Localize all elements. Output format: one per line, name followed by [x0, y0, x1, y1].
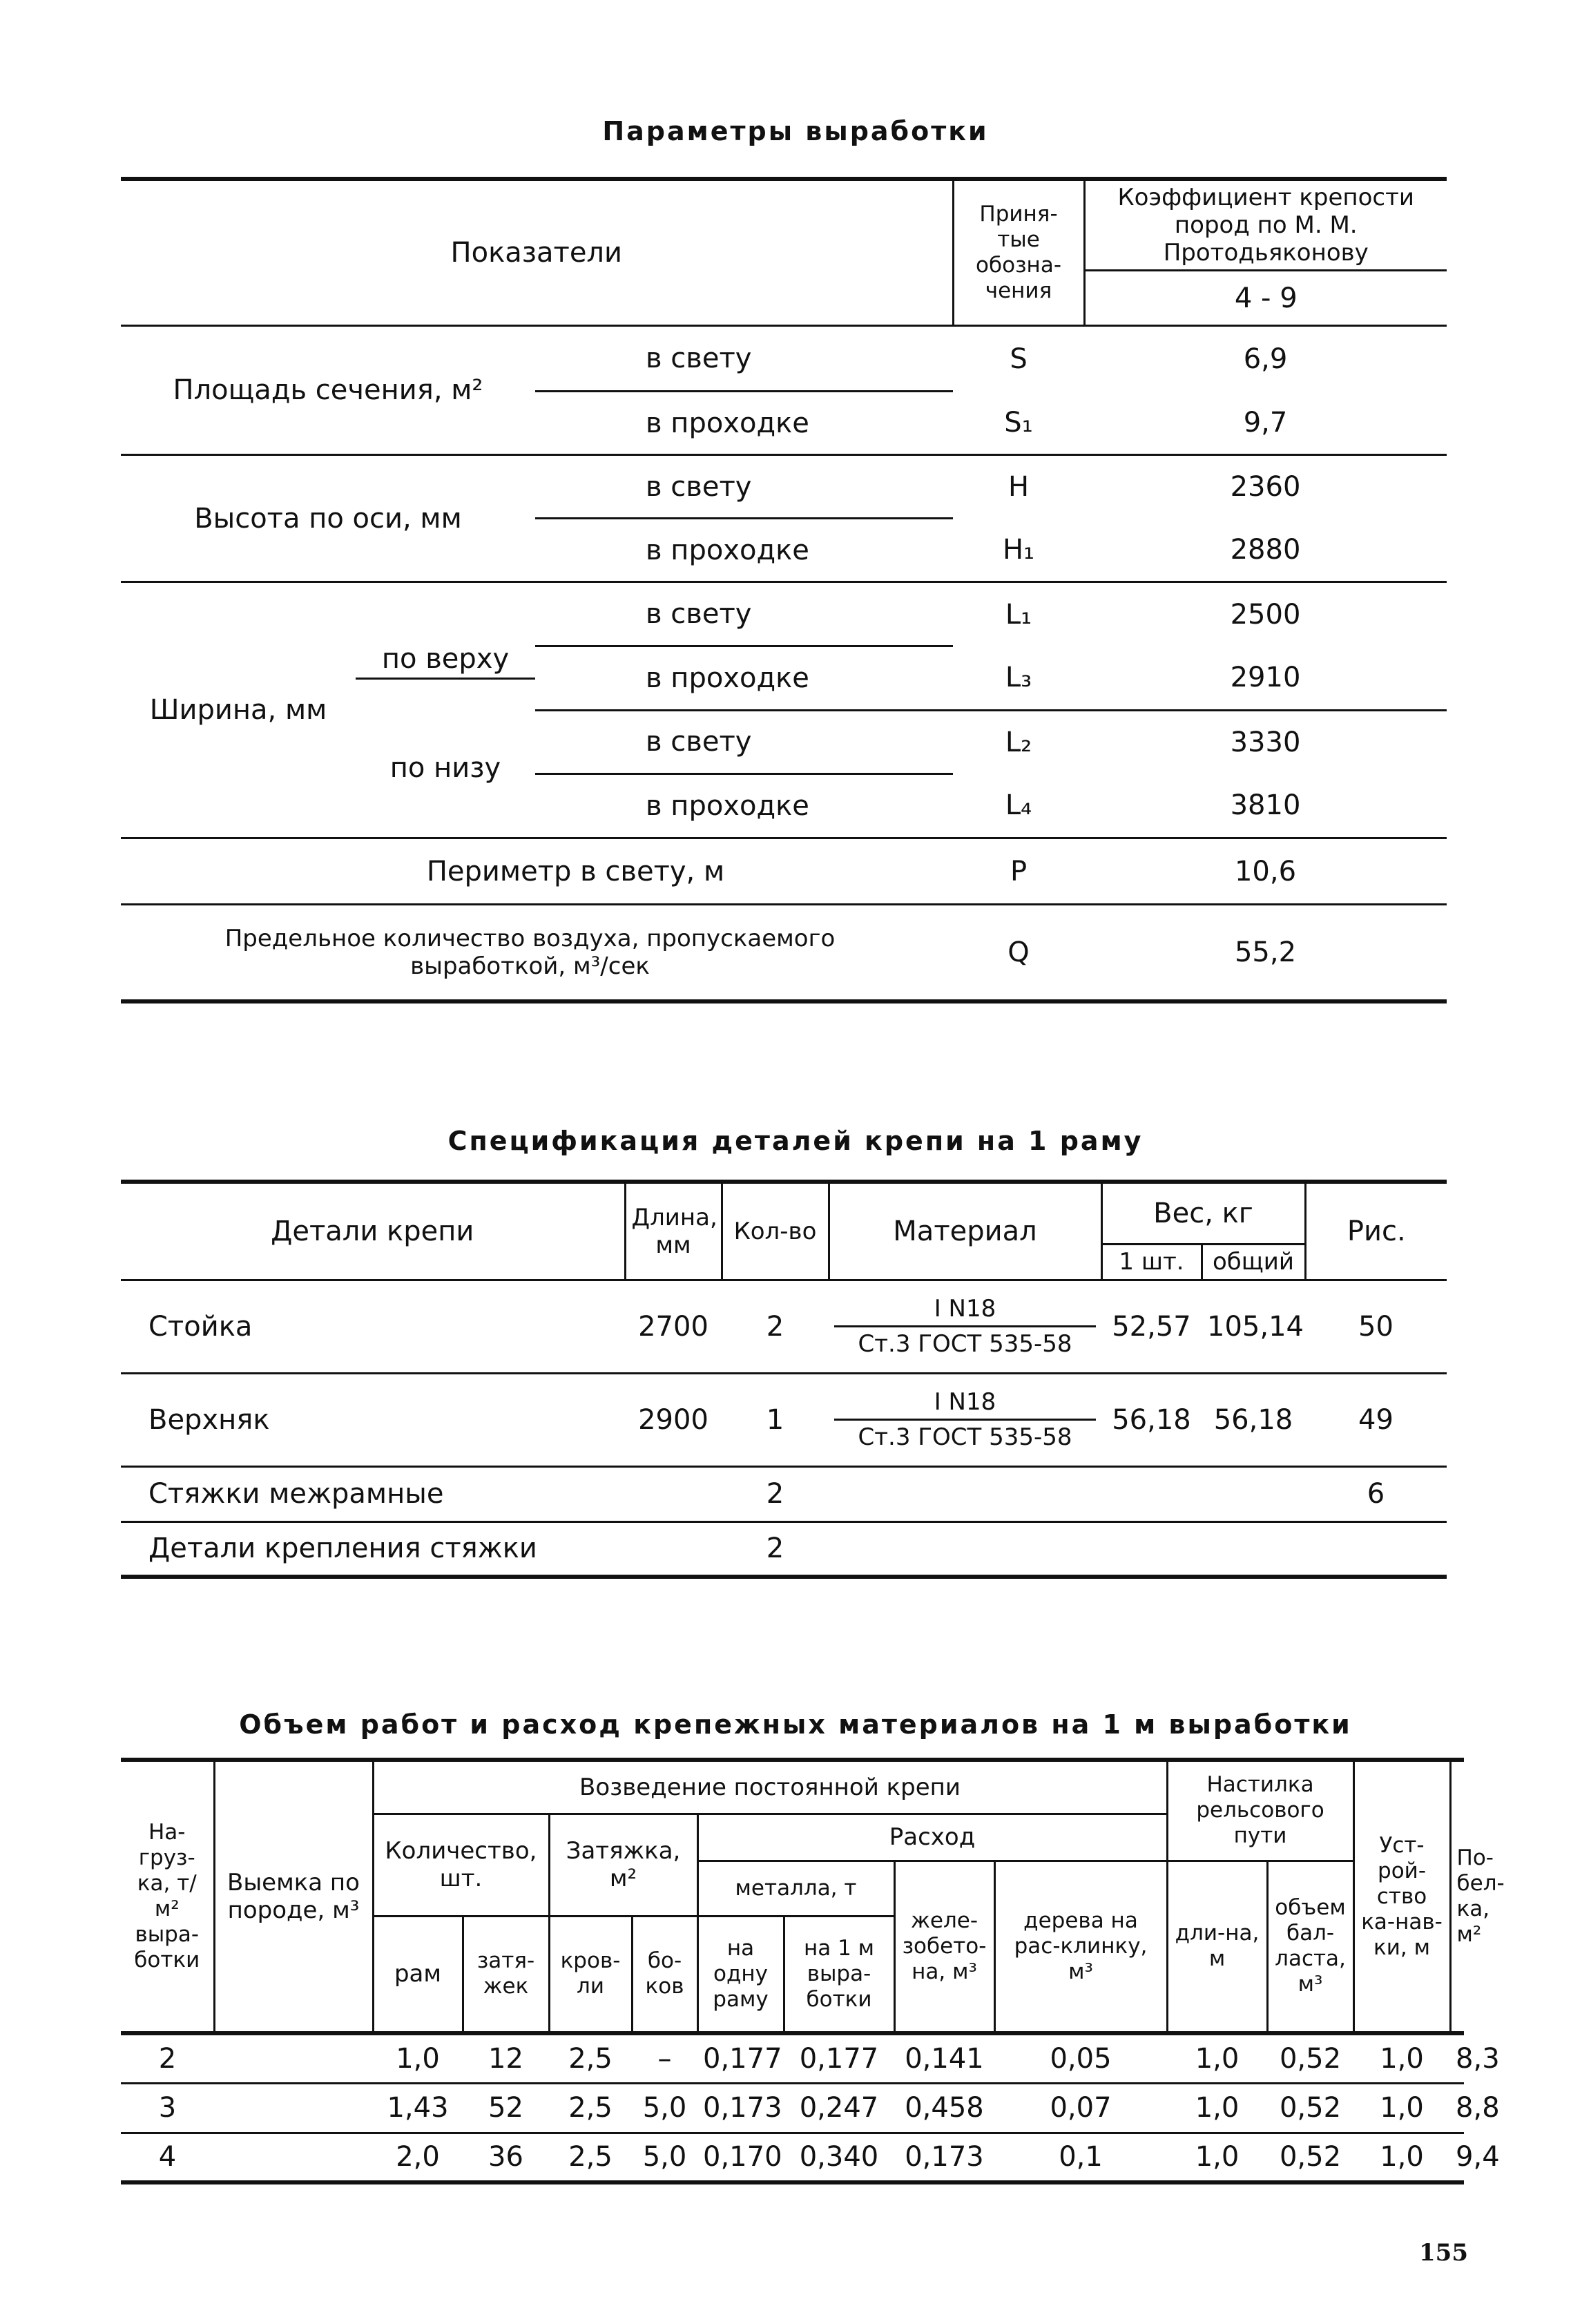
width-bottom-clear-value: 3330 — [1230, 727, 1301, 759]
part-name: Стяжки межрамные — [121, 1466, 625, 1521]
header-material: Материал — [829, 1182, 1101, 1280]
header-laggings: затя-жек — [463, 1916, 549, 2033]
row-per-frame: 0,177 — [697, 2033, 784, 2083]
row-laggings: 12 — [463, 2033, 549, 2083]
header-ballast: объем бал-ласта, м³ — [1267, 1861, 1353, 2033]
row-per-frame: 0,173 — [697, 2083, 784, 2133]
header-consumption: Расход — [697, 1814, 1167, 1861]
row-load: 2 — [121, 2033, 214, 2083]
part-fig: 49 — [1305, 1373, 1447, 1466]
width-top-label: по верху — [356, 608, 535, 680]
material-profile: I N18 — [834, 1388, 1096, 1421]
width-top-clear-label: в свету — [535, 582, 953, 646]
width-top-driving-symbol: L₃ — [953, 646, 1084, 710]
row-wood: 0,1 — [1059, 2141, 1103, 2173]
part-weight-total: 105,14 — [1202, 1280, 1305, 1373]
area-driving-value: 9,7 — [1084, 392, 1447, 455]
perimeter-label: Периметр в свету, м — [121, 838, 953, 905]
height-label: Высота по оси, мм — [121, 455, 535, 582]
part-material — [829, 1521, 1101, 1577]
row-track-length: 1,0 — [1167, 2033, 1267, 2083]
height-clear-value: 2360 — [1230, 471, 1301, 503]
row-roof: 2,5 — [549, 2033, 632, 2083]
row-ditch: 1,0 — [1353, 2083, 1450, 2133]
row-excavation — [214, 2133, 373, 2182]
material-steel: Ст.3 ГОСТ 535-58 — [858, 1423, 1072, 1451]
row-concrete: 0,141 — [894, 2033, 994, 2083]
area-clear-label: в свету — [535, 326, 953, 392]
header-weight-one: 1 шт. — [1101, 1244, 1202, 1280]
width-bottom-driving-value: 3810 — [1084, 774, 1447, 838]
width-bottom-driving-label: в проходке — [535, 774, 953, 838]
row-ditch: 1,0 — [1380, 2141, 1424, 2173]
row-concrete: 0,458 — [894, 2083, 994, 2133]
row-per-meter: 0,177 — [784, 2033, 894, 2083]
perimeter-symbol: P — [953, 838, 1084, 905]
row-excavation — [214, 2083, 373, 2133]
material-steel: Ст.3 ГОСТ 535-58 — [858, 1330, 1072, 1358]
header-lagging: Затяжка, м² — [549, 1814, 697, 1916]
part-length — [625, 1466, 722, 1521]
part-weight-one — [1101, 1466, 1202, 1521]
row-sides: 5,0 — [642, 2141, 687, 2173]
header-excavation: Выемка по породе, м³ — [214, 1760, 373, 2033]
part-weight-total — [1202, 1466, 1305, 1521]
header-indicators: Показатели — [121, 179, 953, 326]
width-top-driving-label: в проходке — [535, 646, 953, 710]
header-metal: металла, т — [697, 1861, 894, 1916]
row-track-length: 1,0 — [1167, 2083, 1267, 2133]
header-track-length: дли-на, м — [1167, 1861, 1267, 2033]
table2-title: Спецификация деталей крепи на 1 раму — [447, 1126, 1144, 1156]
part-fig: 6 — [1305, 1466, 1447, 1521]
air-value: 55,2 — [1234, 936, 1297, 968]
material-profile: I N18 — [834, 1295, 1096, 1327]
row-laggings: 52 — [463, 2083, 549, 2133]
width-bottom-driving-symbol: L₄ — [953, 774, 1084, 838]
part-qty: 2 — [722, 1280, 829, 1373]
header-qty: Кол-во — [722, 1182, 829, 1280]
row-sides: 5,0 — [632, 2083, 697, 2133]
row-load: 3 — [121, 2083, 214, 2133]
width-top-clear-value: 2500 — [1230, 598, 1301, 631]
part-length: 2700 — [625, 1280, 722, 1373]
header-frames: рам — [373, 1916, 463, 2033]
row-ditch: 1,0 — [1353, 2033, 1450, 2083]
part-weight-one: 52,57 — [1101, 1280, 1202, 1373]
row-ballast: 0,52 — [1279, 2141, 1342, 2173]
air-symbol: Q — [1007, 936, 1030, 968]
row-sides: – — [632, 2033, 697, 2083]
height-driving-symbol: H₁ — [953, 519, 1084, 582]
row-per-meter: 0,340 — [799, 2141, 879, 2173]
area-clear-symbol: S — [1010, 343, 1028, 375]
header-construction: Возведение постоянной крепи — [373, 1760, 1167, 1814]
specification-table — [121, 1180, 1447, 1579]
parameters-table — [121, 177, 1447, 1003]
page-number: 155 — [1419, 2239, 1468, 2267]
header-coef: Коэффициент крепости пород по М. М. Протодьяконову — [1084, 179, 1447, 271]
part-weight-total — [1202, 1521, 1305, 1577]
part-name: Верхняк — [121, 1373, 625, 1466]
height-clear-symbol: H — [1007, 471, 1030, 503]
row-whitewash: 9,4 — [1456, 2141, 1500, 2173]
header-ditch: Уст-рой-ство ка-нав-ки, м — [1353, 1760, 1450, 2033]
header-concrete: желе-зобето-на, м³ — [894, 1861, 994, 2033]
row-whitewash: 8,3 — [1450, 2033, 1464, 2083]
area-label: Площадь сечения, м² — [121, 326, 535, 455]
header-quantity: Количество, шт. — [373, 1814, 549, 1916]
header-load: На-груз-ка, т/м² выра-ботки — [121, 1760, 214, 2033]
width-top-driving-value: 2910 — [1084, 646, 1447, 710]
header-coef-value: 4 - 9 — [1084, 271, 1447, 326]
row-roof: 2,5 — [568, 2141, 613, 2173]
header-sides: бо-ков — [632, 1916, 697, 2033]
area-driving-label: в проходке — [535, 392, 953, 455]
row-whitewash: 8,8 — [1450, 2083, 1464, 2133]
row-per-meter: 0,247 — [784, 2083, 894, 2133]
part-weight-one: 56,18 — [1101, 1373, 1202, 1466]
part-material — [829, 1280, 1101, 1373]
height-clear-label: в свету — [535, 455, 953, 519]
header-whitewash: По-бел-ка, м² — [1450, 1760, 1464, 2033]
row-frames: 2,0 — [396, 2141, 440, 2173]
row-roof: 2,5 — [549, 2083, 632, 2133]
width-label: Ширина, мм — [149, 694, 327, 726]
part-qty: 2 — [766, 1533, 784, 1565]
height-driving-label: в проходке — [535, 519, 953, 582]
row-frames: 1,0 — [373, 2033, 463, 2083]
header-per-frame: на одну раму — [697, 1916, 784, 2033]
works-volume-table — [121, 1758, 1505, 2184]
row-ballast: 0,52 — [1267, 2033, 1353, 2083]
part-weight-one — [1101, 1521, 1202, 1577]
header-weight: Вес, кг — [1101, 1182, 1305, 1244]
row-wood: 0,07 — [994, 2083, 1167, 2133]
header-symbols: Приня-тые обозна-чения — [953, 179, 1084, 326]
part-material — [829, 1373, 1101, 1466]
header-parts: Детали крепи — [121, 1182, 625, 1280]
row-load: 4 — [158, 2141, 177, 2173]
header-wood: дерева на рас-клинку, м³ — [994, 1861, 1167, 2033]
row-ballast: 0,52 — [1267, 2083, 1353, 2133]
width-bottom-label: по низу — [389, 751, 501, 784]
row-per-frame: 0,170 — [703, 2141, 782, 2173]
area-clear-value: 6,9 — [1243, 343, 1288, 375]
header-track: Настилка рельсового пути — [1167, 1760, 1353, 1861]
height-driving-value: 2880 — [1084, 519, 1447, 582]
row-frames: 1,43 — [373, 2083, 463, 2133]
part-name: Стойка — [121, 1280, 625, 1373]
part-material — [829, 1466, 1101, 1521]
perimeter-value: 10,6 — [1084, 838, 1447, 905]
header-per-meter: на 1 м выра-ботки — [784, 1916, 894, 2033]
row-concrete: 0,173 — [905, 2141, 984, 2173]
row-excavation — [214, 2033, 373, 2083]
part-fig: 50 — [1305, 1280, 1447, 1373]
part-length — [625, 1521, 722, 1577]
header-weight-total: общий — [1202, 1244, 1305, 1280]
width-top-clear-symbol: L₁ — [1005, 598, 1032, 631]
width-bottom-clear-label: в свету — [535, 710, 953, 774]
row-wood: 0,05 — [994, 2033, 1167, 2083]
header-length: Длина, мм — [625, 1182, 722, 1280]
header-roof: кров-ли — [549, 1916, 632, 2033]
width-bottom-clear-symbol: L₂ — [1005, 727, 1032, 759]
part-weight-total: 56,18 — [1202, 1373, 1305, 1466]
air-label: Предельное количество воздуха, пропускаемого выработкой, м³/сек — [224, 924, 836, 980]
area-driving-symbol: S₁ — [953, 392, 1084, 455]
row-laggings: 36 — [488, 2141, 523, 2173]
table1-title: Параметры выработки — [602, 116, 989, 146]
row-track-length: 1,0 — [1195, 2141, 1240, 2173]
part-qty: 2 — [722, 1466, 829, 1521]
part-qty: 1 — [722, 1373, 829, 1466]
part-fig — [1305, 1521, 1447, 1577]
header-fig: Рис. — [1305, 1182, 1447, 1280]
part-length: 2900 — [625, 1373, 722, 1466]
table3-title: Объем работ и расход крепежных материалов на 1 м выработки — [239, 1709, 1352, 1740]
part-name: Детали крепления стяжки — [148, 1533, 537, 1565]
